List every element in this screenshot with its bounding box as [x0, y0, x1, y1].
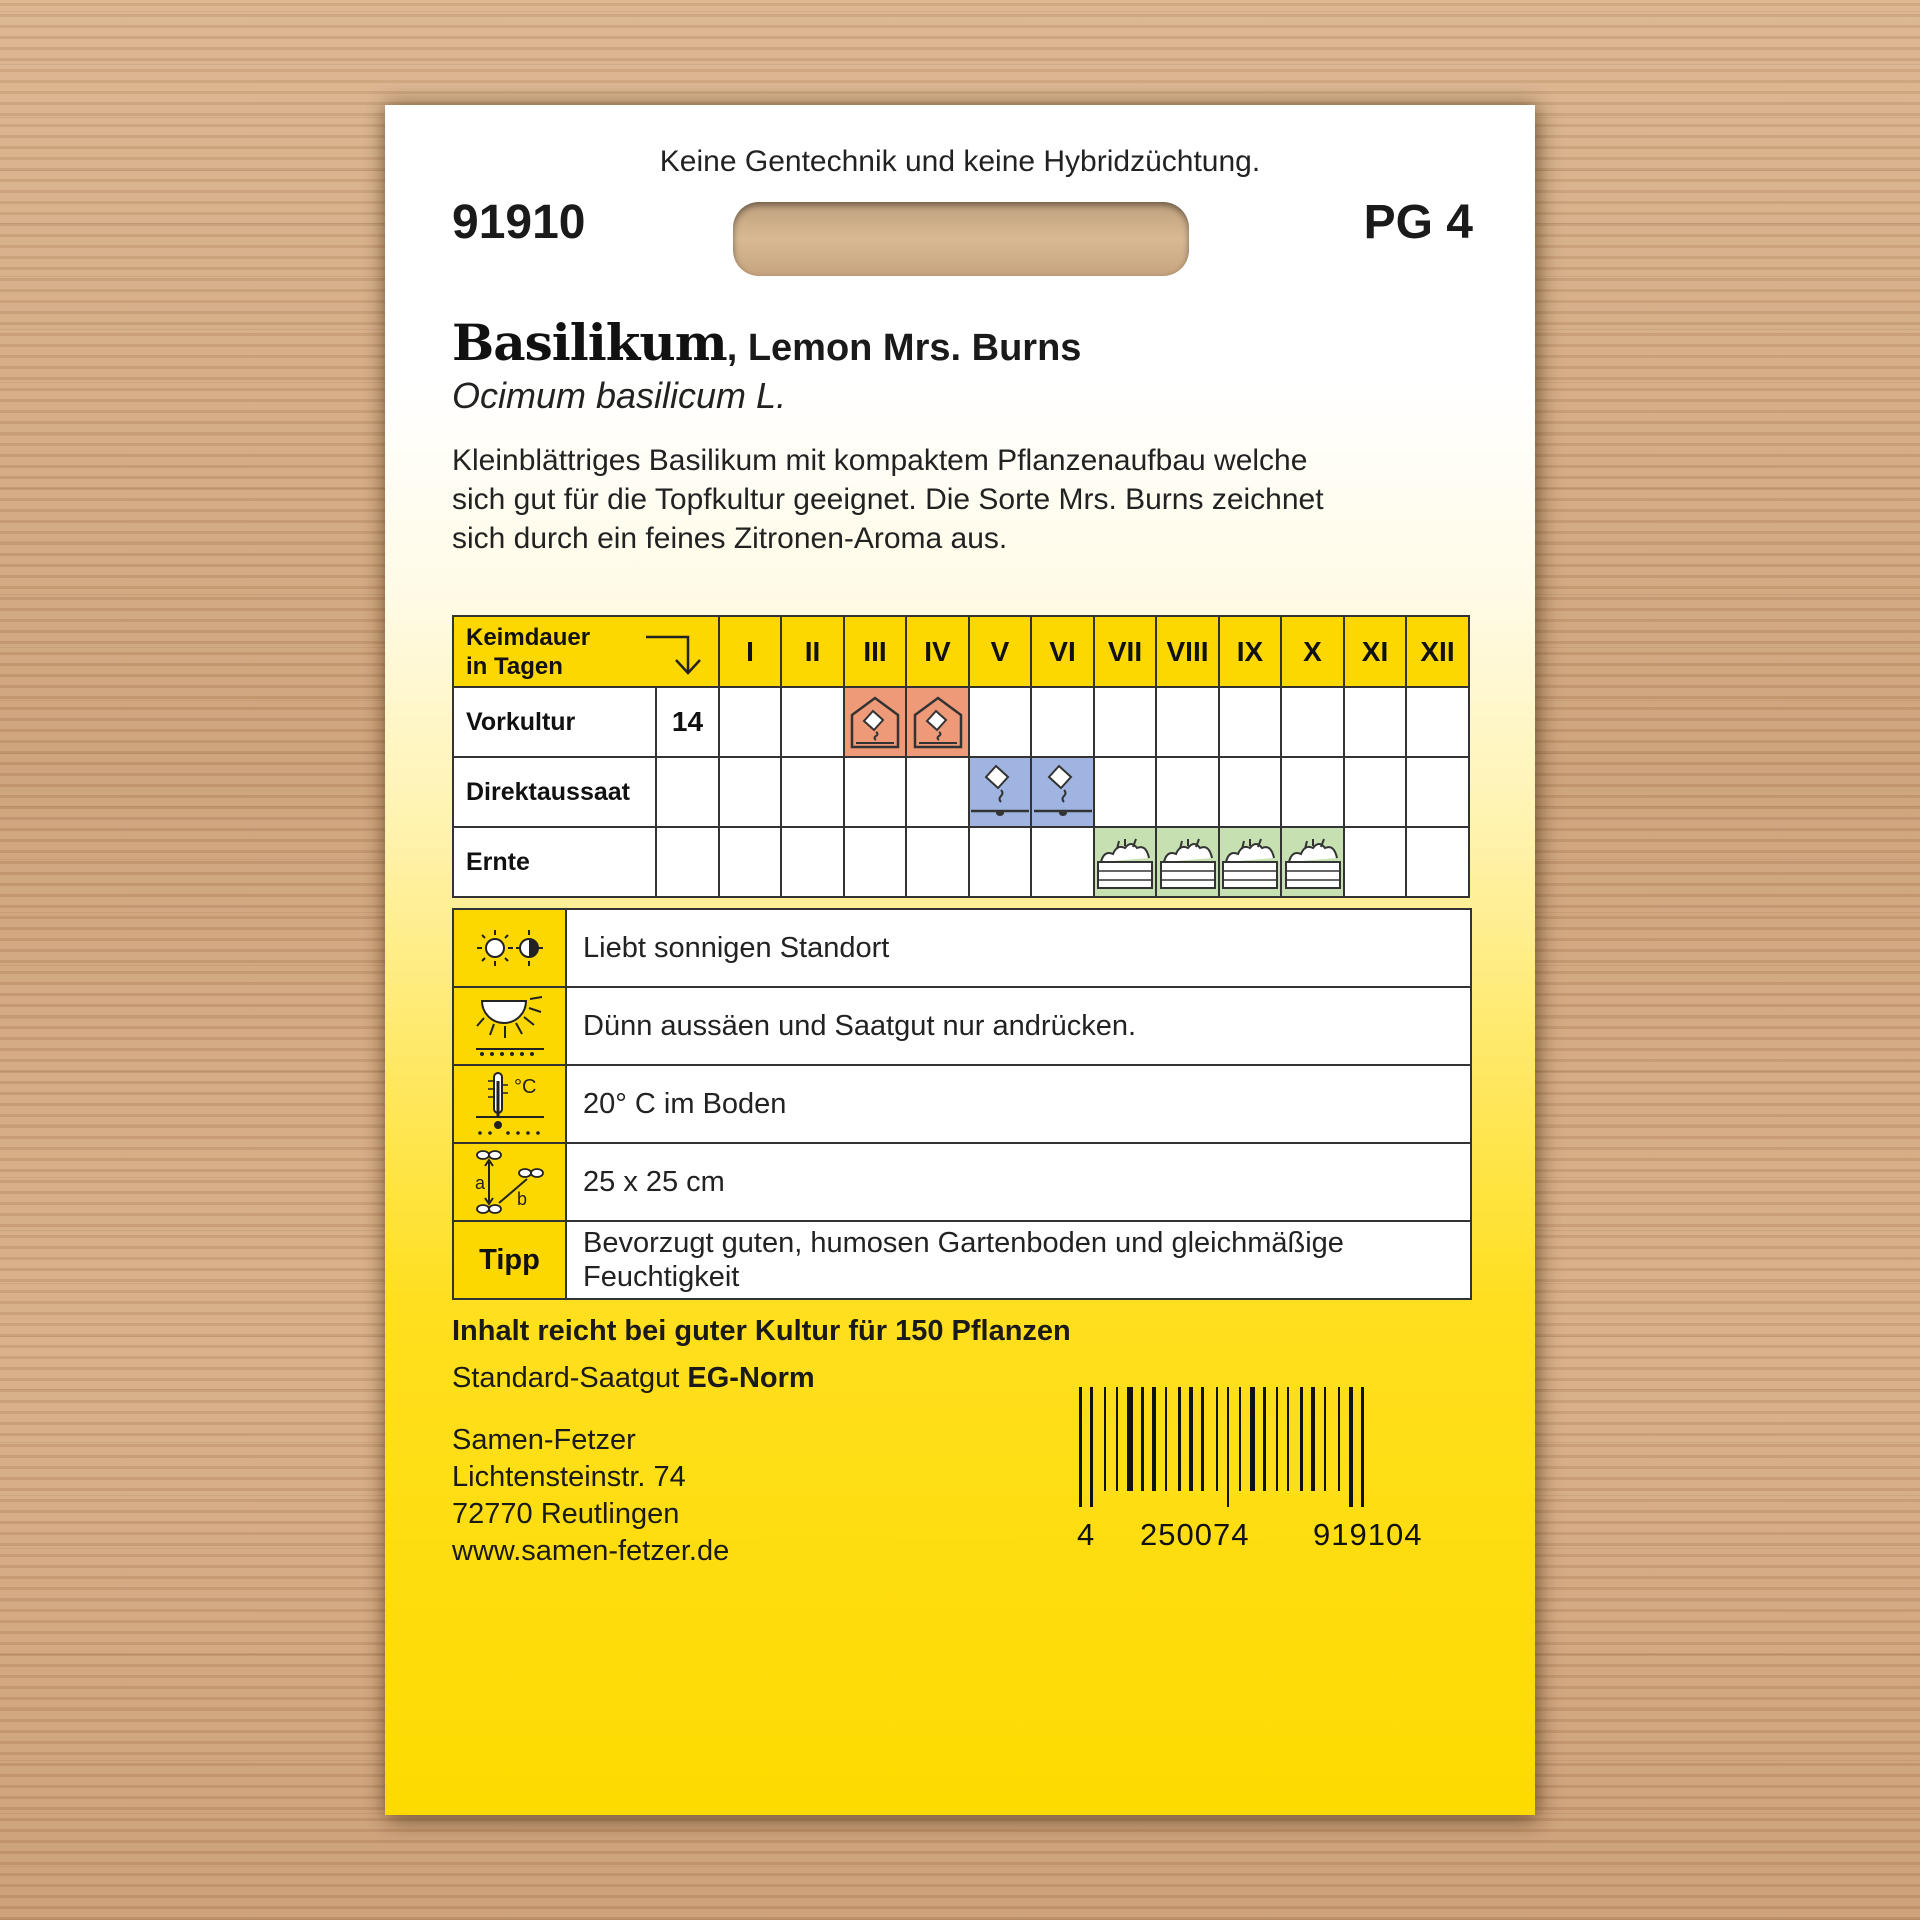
barcode-bar	[1349, 1387, 1353, 1507]
barcode-bar	[1116, 1387, 1118, 1491]
row-label: Vorkultur	[453, 687, 656, 757]
month-header: II	[781, 616, 844, 687]
month-header: I	[719, 616, 781, 687]
germination-label-2: in Tagen	[466, 652, 563, 680]
month-cell	[1156, 757, 1219, 827]
barcode-bar	[1165, 1387, 1167, 1491]
seed-standard-norm: EG-Norm	[687, 1362, 815, 1394]
tip-text: Bevorzugt guten, humosen Gartenboden und gleichmäßige Feuchtigkeit	[566, 1221, 1471, 1299]
month-cell	[1094, 687, 1156, 757]
barcode-bar	[1141, 1387, 1144, 1491]
month-cell	[781, 827, 844, 897]
germination-label-1: Keimdauer	[466, 623, 591, 651]
company-address	[452, 1422, 729, 1570]
barcode-digit-first: 4	[1077, 1517, 1096, 1552]
tagline: Keine Gentechnik und keine Hybridzüchtung.	[659, 145, 1261, 178]
article-number: 91910	[452, 196, 586, 249]
month-header: V	[969, 616, 1031, 687]
barcode-bar	[1079, 1387, 1082, 1507]
info-row-spacing	[453, 1143, 1471, 1221]
month-header: VII	[1094, 616, 1156, 687]
month-cell	[1094, 757, 1156, 827]
month-cell-active	[906, 687, 969, 757]
info-row-sowing	[453, 987, 1471, 1065]
cultivation-info	[452, 908, 1472, 1300]
barcode-bar	[1361, 1387, 1364, 1507]
spacing-icon-cell	[453, 1143, 566, 1221]
barcode-bar	[1152, 1387, 1156, 1491]
website-link[interactable]: www.samen-fetzer.de	[452, 1535, 730, 1567]
month-cell	[844, 827, 906, 897]
month-cell	[719, 827, 781, 897]
month-cell	[1156, 687, 1219, 757]
barcode-bar	[1090, 1387, 1093, 1507]
row-label: Ernte	[453, 827, 656, 897]
month-cell	[719, 687, 781, 757]
barcode-bar	[1127, 1387, 1133, 1491]
barcode-bar	[1227, 1387, 1229, 1507]
month-cell	[1344, 687, 1406, 757]
month-cell	[1281, 757, 1344, 827]
month-cell	[1406, 687, 1469, 757]
sowing-calendar	[452, 615, 1470, 898]
month-header: VIII	[1156, 616, 1219, 687]
sun-halfshade-icon	[475, 928, 545, 968]
price-group: PG 4	[1363, 196, 1473, 249]
product-title	[452, 313, 1081, 372]
address-line: Lichtensteinstr. 74	[452, 1461, 686, 1493]
month-cell-active	[1156, 827, 1219, 897]
harvest-crate-icon	[1095, 832, 1155, 892]
germination-days: 14	[656, 687, 719, 757]
product-variety: , Lemon Mrs. Burns	[726, 327, 1082, 369]
sowing-text: Dünn aussäen und Saatgut nur andrücken.	[566, 987, 1471, 1065]
barcode-bar	[1239, 1387, 1241, 1491]
month-cell	[1344, 827, 1406, 897]
month-cell	[969, 687, 1031, 757]
celsius-unit: °C	[513, 1076, 536, 1098]
calendar-row-direktaussaat	[453, 757, 1469, 827]
info-row-sun	[453, 909, 1471, 987]
harvest-crate-icon	[1283, 832, 1343, 892]
month-cell	[906, 827, 969, 897]
month-cell	[844, 757, 906, 827]
seed-standard-prefix: Standard-Saatgut	[452, 1362, 688, 1394]
latin-name: Ocimum basilicum L.	[452, 375, 787, 416]
month-cell	[719, 757, 781, 827]
barcode-digits-left: 250074	[1140, 1517, 1250, 1552]
month-cell	[906, 757, 969, 827]
month-header: XII	[1406, 616, 1469, 687]
month-cell	[1031, 827, 1094, 897]
barcode-bar	[1263, 1387, 1266, 1491]
calendar-row-vorkultur	[453, 687, 1469, 757]
sun-location-icon-cell	[453, 909, 566, 987]
barcode-bar	[1250, 1387, 1255, 1491]
info-row-temperature	[453, 1065, 1471, 1143]
seed-standard	[452, 1362, 815, 1395]
month-cell	[781, 757, 844, 827]
spacing-label-a: a	[474, 1173, 485, 1193]
month-cell-active	[1094, 827, 1156, 897]
sowing-icon-cell	[453, 987, 566, 1065]
month-header: X	[1281, 616, 1344, 687]
harvest-crate-icon	[1158, 832, 1218, 892]
month-cell	[1344, 757, 1406, 827]
month-header: IV	[906, 616, 969, 687]
germination-days	[656, 757, 719, 827]
month-header: XI	[1344, 616, 1406, 687]
plant-spacing-icon	[473, 1147, 547, 1217]
month-cell-active	[969, 757, 1031, 827]
barcode-bar	[1201, 1387, 1204, 1491]
barcode-bar	[1189, 1387, 1193, 1491]
barcode-bar	[1324, 1387, 1326, 1491]
barcode-bar	[1311, 1387, 1315, 1491]
tip-label: Tipp	[453, 1221, 566, 1299]
month-cell	[1281, 687, 1344, 757]
content-note: Inhalt reicht bei guter Kultur für 150 Pflanzen	[452, 1315, 1071, 1347]
sun-text: Liebt sonnigen Standort	[566, 909, 1471, 987]
address-line: Samen-Fetzer	[452, 1424, 636, 1456]
month-cell	[969, 827, 1031, 897]
barcode-bar	[1276, 1387, 1278, 1491]
month-cell	[1031, 687, 1094, 757]
hang-hole	[733, 202, 1189, 276]
barcode	[1075, 1387, 1475, 1507]
thermometer-icon	[472, 1071, 548, 1137]
month-header: VI	[1031, 616, 1094, 687]
seed-packet-sowing-icon	[970, 763, 1030, 821]
month-cell	[1406, 757, 1469, 827]
row-label: Direktaussaat	[453, 757, 656, 827]
month-cell-active	[844, 687, 906, 757]
product-description: Kleinblättriges Basilikum mit kompaktem Pflanzenaufbau welche sich gut für die Topfkultur geeignet. Die Sorte Mrs. Burns zeichnet sich durch ein feines Zitronen-Aroma aus.	[452, 444, 1324, 555]
germination-header	[453, 616, 719, 687]
address-line: 72770 Reutlingen	[452, 1498, 680, 1530]
barcode-bar	[1178, 1387, 1181, 1491]
month-header: III	[844, 616, 906, 687]
month-cell-active	[1219, 827, 1281, 897]
month-header: IX	[1219, 616, 1281, 687]
seed-packet-sowing-icon	[1033, 763, 1093, 821]
month-cell	[781, 687, 844, 757]
month-cell	[1219, 687, 1281, 757]
light-germinator-icon	[472, 991, 548, 1061]
barcode-bar	[1104, 1387, 1106, 1491]
temperature-text: 20° C im Boden	[566, 1065, 1471, 1143]
info-row-tip	[453, 1221, 1471, 1299]
barcode-bar	[1338, 1387, 1340, 1491]
harvest-crate-icon	[1220, 832, 1280, 892]
spacing-text: 25 x 25 cm	[566, 1143, 1471, 1221]
temperature-icon-cell	[453, 1065, 566, 1143]
calendar-row-ernte	[453, 827, 1469, 897]
product-name: Basilikum	[452, 313, 727, 372]
month-cell	[1406, 827, 1469, 897]
barcode-digits-right: 919104	[1313, 1517, 1423, 1552]
month-cell-active	[1281, 827, 1344, 897]
greenhouse-seed-icon	[911, 693, 965, 751]
barcode-bar	[1287, 1387, 1289, 1491]
spacing-label-b: b	[516, 1189, 527, 1209]
arrow-down-right-icon	[644, 633, 702, 677]
calendar-header-row	[453, 616, 1469, 687]
seed-packet	[385, 105, 1535, 1815]
barcode-bar	[1300, 1387, 1303, 1491]
month-cell-active	[1031, 757, 1094, 827]
greenhouse-seed-icon	[848, 693, 902, 751]
germination-days	[656, 827, 719, 897]
month-cell	[1219, 757, 1281, 827]
barcode-bar	[1216, 1387, 1218, 1491]
